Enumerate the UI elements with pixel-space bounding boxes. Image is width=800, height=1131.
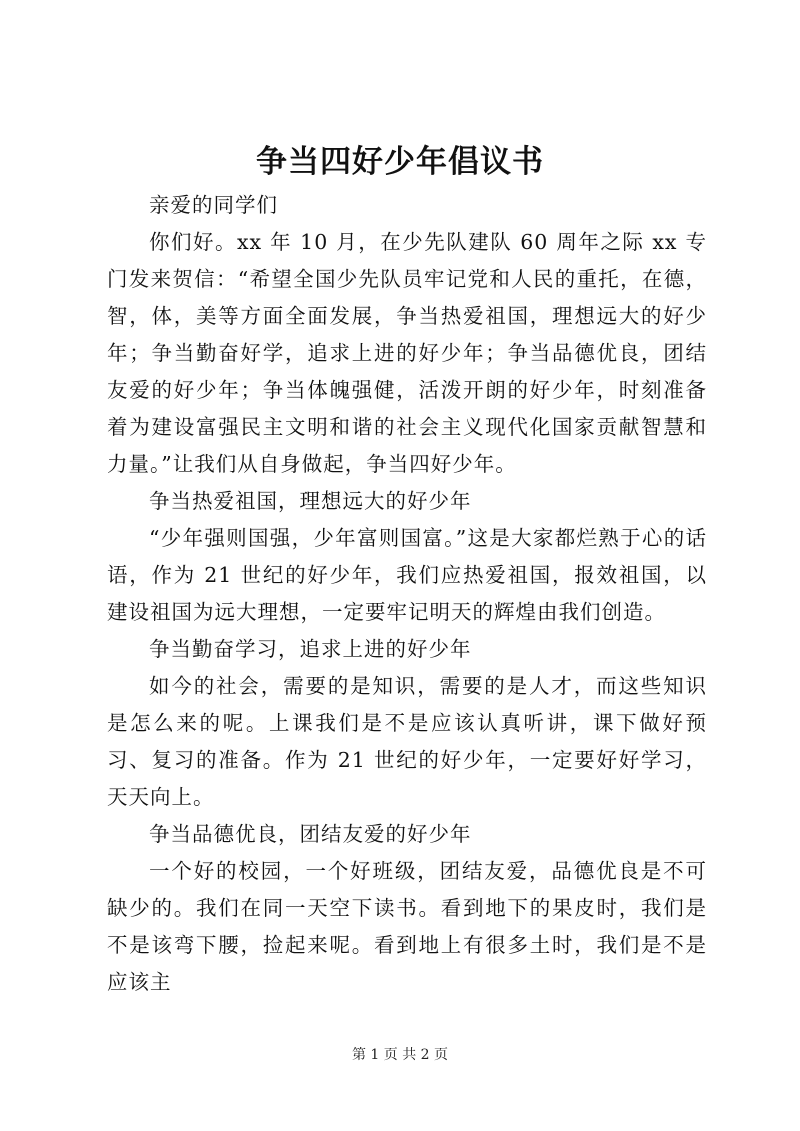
document-body: [107, 187, 707, 1001]
section-heading-patriotism: 争当热爱祖国，理想远大的好少年: [149, 489, 472, 513]
section-heading-morality: 争当品德优良，团结友爱的好少年: [149, 822, 472, 846]
intro-paragraph: 你们好。xx 年 10 月，在少先队建队 60 周年之际 xx 专门发来贺信：“希望全国少先队员牢记党和人民的重托，在德，智，体，美等方面全面发展，争当热爱祖国，理想远大的好少年；争当勤奋好学，追求上进的好少年；争当品德优良，团结友爱的好少年；争当体魄强健，活泼开朗的好少年，时刻准备着为建设富强民主文明和谐的社会主义现代化国家贡献智慧和力量。”让我们从自身做起，争当四好少年。: [107, 230, 707, 476]
study-paragraph: 如今的社会，需要的是知识，需要的是人才，而这些知识是怎么来的呢。上课我们是不是应该认真听讲，课下做好预习、复习的准备。作为 21 世纪的好少年，一定要好好学习，天天向上。: [107, 674, 707, 809]
patriotism-paragraph: “少年强则国强，少年富则国富。”这是大家都烂熟于心的话语，作为 21 世纪的好少年，我们应热爱祖国，报效祖国，以建设祖国为远大理想，一定要牢记明天的辉煌由我们创造。: [107, 526, 707, 624]
salutation: 亲爱的同学们: [149, 193, 278, 217]
section-heading-study: 争当勤奋学习，追求上进的好少年: [149, 637, 472, 661]
page-number-footer: 第 1 页 共 2 页: [351, 1047, 449, 1063]
morality-paragraph: 一个好的校园，一个好班级，团结友爱，品德优良是不可缺少的。我们在同一天空下读书。看到地下的果皮时，我们是不是该弯下腰，捡起来呢。看到地上有很多土时，我们是不是应该主: [107, 859, 707, 994]
document-title: 争当四好少年倡议书: [256, 144, 544, 180]
